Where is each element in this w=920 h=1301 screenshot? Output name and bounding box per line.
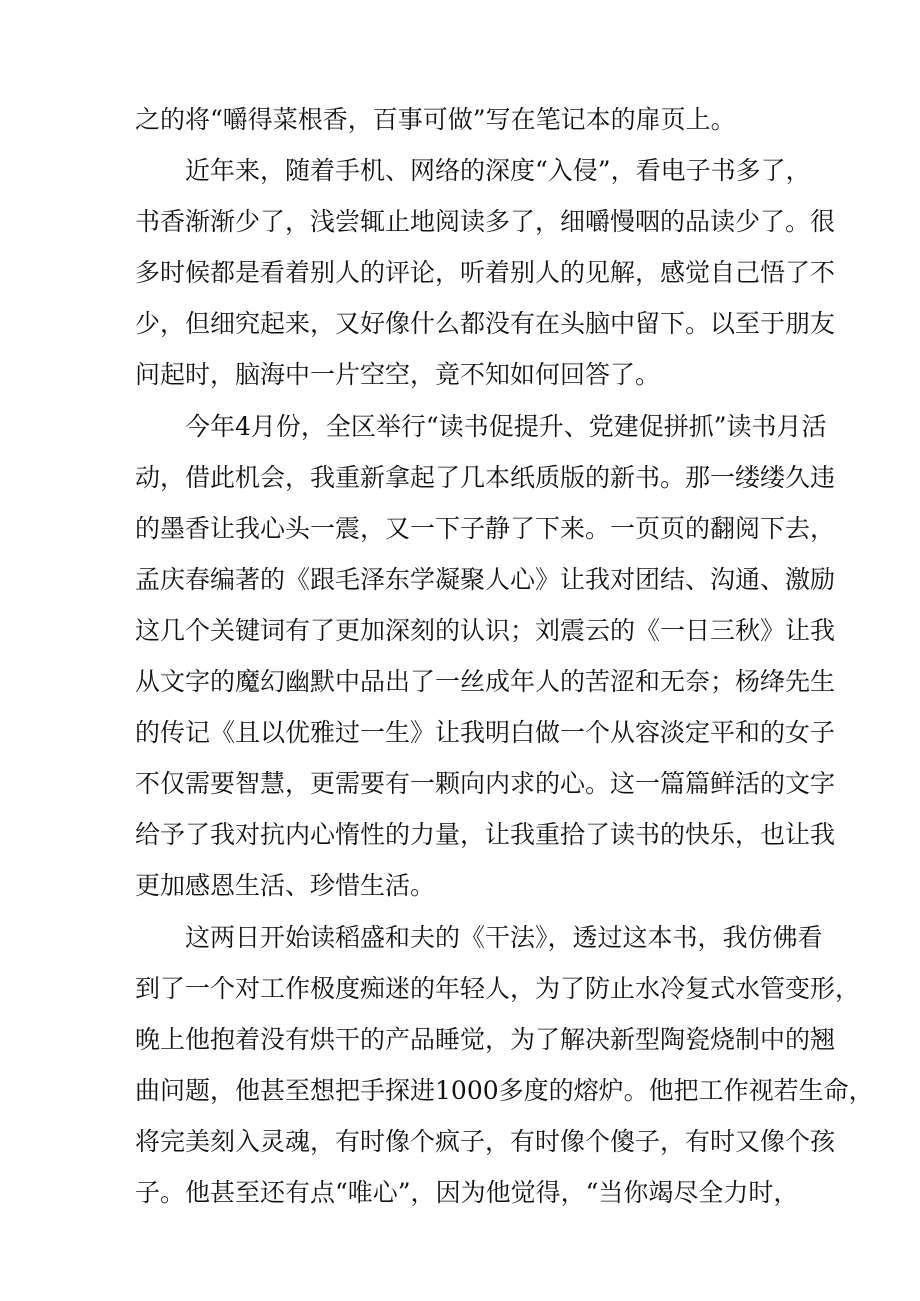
text-line: 更加感恩生活、珍惜生活。 [135, 871, 436, 900]
text-line: 少，但细究起来，又好像什么都没有在头脑中留下。以至于朋友 [135, 309, 836, 338]
text-line: 到了一个对工作极度痴迷的年轻人，为了防止水冷复式水管变形， [135, 974, 861, 1003]
text-line: 子。他甚至还有点“唯心”，因为他觉得，“当你竭尽全力时， [135, 1178, 799, 1207]
text-line: 晚上他抱着没有烘干的产品睡觉，为了解决新型陶瓷烧制中的翘 [135, 1025, 836, 1054]
text-line: 这几个关键词有了更加深刻的认识；刘震云的《一日三秋》让我 [135, 616, 836, 645]
text-line: 的传记《且以优雅过一生》让我明白做一个从容淡定平和的女子 [135, 718, 836, 747]
text-line: 孟庆春编著的《跟毛泽东学凝聚人心》让我对团结、沟通、激励 [135, 565, 836, 594]
text-line: 这两日开始读稻盛和夫的《干法》，透过这本书，我仿佛看 [185, 923, 823, 952]
text-line: 今年4月份，全区举行“读书促提升、党建促拼抓”读书月活 [185, 412, 827, 441]
text-line: 将完美刻入灵魂，有时像个疯子，有时像个傻子，有时又像个孩 [135, 1127, 836, 1156]
text-line: 的墨香让我心头一震，又一下子静了下来。一页页的翻阅下去， [135, 514, 836, 543]
text-line: 多时候都是看着别人的评论，听着别人的见解，感觉自己悟了不 [135, 258, 836, 287]
text-line: 从文字的魔幻幽默中品出了一丝成年人的苦涩和无奈；杨绛先生 [135, 667, 836, 696]
text-line: 曲问题，他甚至想把手探进1000多度的熔炉。他把工作视若生命， [135, 1076, 874, 1105]
text-line: 不仅需要智慧，更需要有一颗向内求的心。这一篇篇鲜活的文字 [135, 769, 836, 798]
text-line: 书香渐渐少了，浅尝辄止地阅读多了，细嚼慢咽的品读少了。很 [135, 207, 836, 236]
text-line: 近年来，随着手机、网络的深度“入侵”，看电子书多了， [185, 156, 811, 185]
text-line: 给予了我对抗内心惰性的力量，让我重拾了读书的快乐，也让我 [135, 820, 836, 849]
text-line: 之的将“嚼得菜根香，百事可做”写在笔记本的扉页上。 [135, 105, 736, 134]
text-line: 问起时，脑海中一片空空，竟不知如何回答了。 [135, 360, 661, 389]
text-line: 动，借此机会，我重新拿起了几本纸质版的新书。那一缕缕久违 [135, 463, 836, 492]
